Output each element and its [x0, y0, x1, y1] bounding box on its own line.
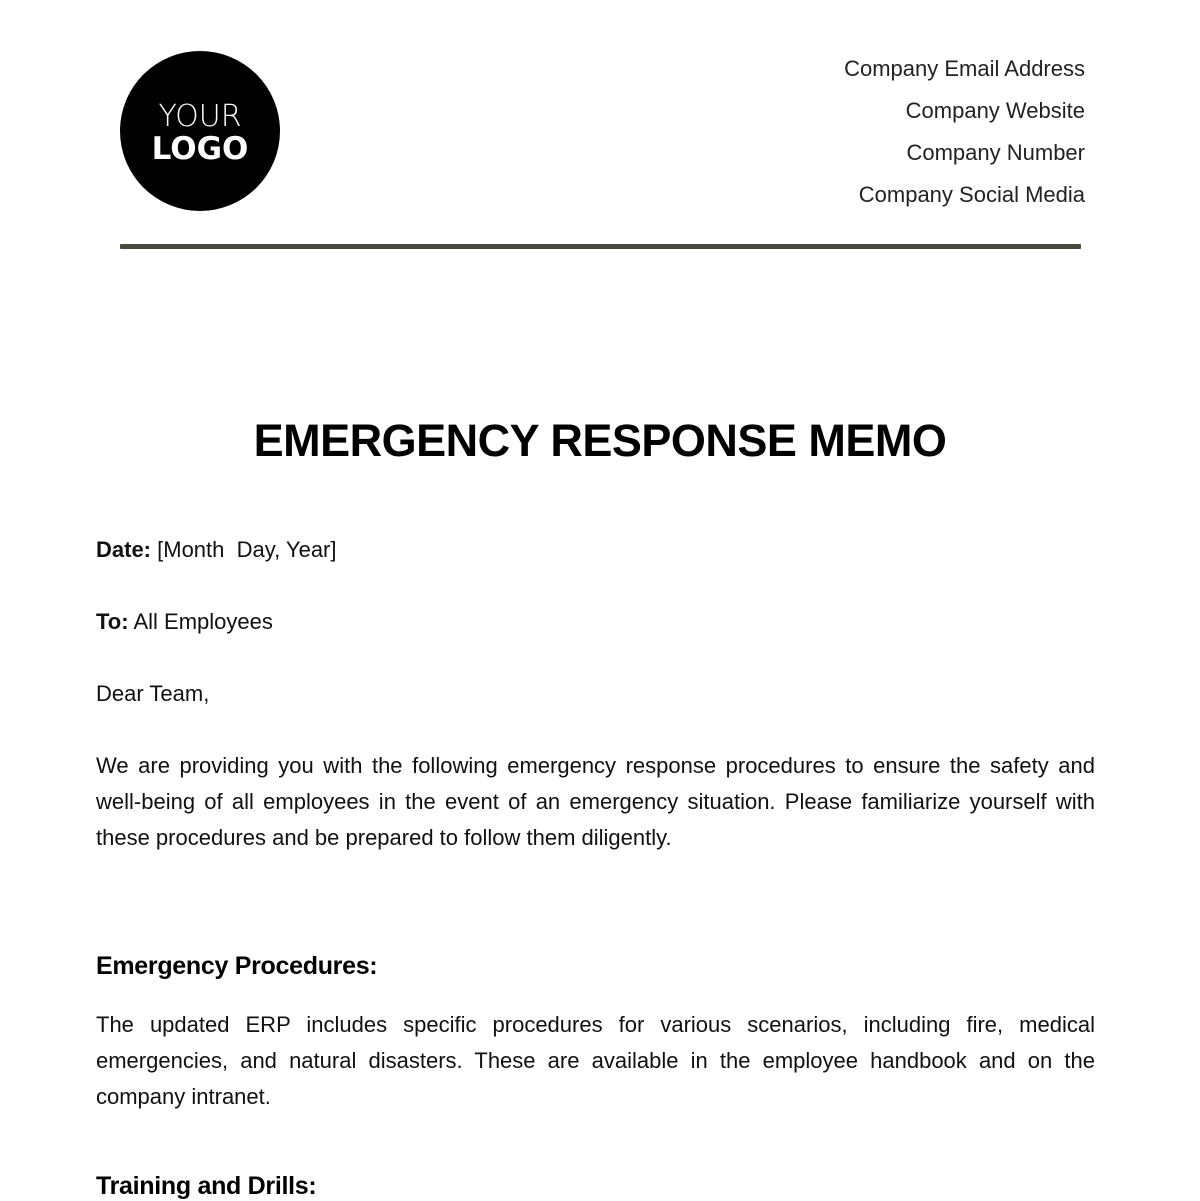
company-number: Company Number [906, 140, 1085, 165]
to-value: All Employees [128, 609, 273, 634]
logo-line-2: LOGO [151, 131, 249, 167]
to-label: To: [96, 609, 129, 634]
company-email: Company Email Address [844, 56, 1085, 81]
company-website: Company Website [905, 98, 1085, 123]
header-divider [120, 244, 1081, 249]
date-line [96, 537, 337, 563]
company-social-media: Company Social Media [858, 182, 1085, 207]
section-heading-training-drills: Training and Drills: [96, 1172, 317, 1200]
greeting: Dear Team, [96, 681, 210, 706]
memo-title: EMERGENCY RESPONSE MEMO [253, 415, 947, 466]
company-logo [120, 51, 280, 211]
intro-paragraph: We are providing you with the following emergency response procedures to ensure the safety and well-being of all employees in the event of an emergency situation. Please familiarize yourself with these procedures and be prepared to follow them diligently. [96, 753, 1095, 850]
section-heading-emergency-procedures: Emergency Procedures: [96, 952, 378, 980]
section-text-emergency-procedures: The updated ERP includes specific procedures for various scenarios, including fire, medical emergencies, and natural disasters. These are available in the employee handbook and on the company intranet. [96, 1012, 1095, 1109]
to-line [96, 609, 273, 635]
company-contact-block [844, 54, 1085, 222]
date-label: Date: [96, 537, 152, 562]
date-value: [Month Day, Year] [151, 537, 337, 562]
logo-line-1: YOUR [158, 99, 242, 134]
